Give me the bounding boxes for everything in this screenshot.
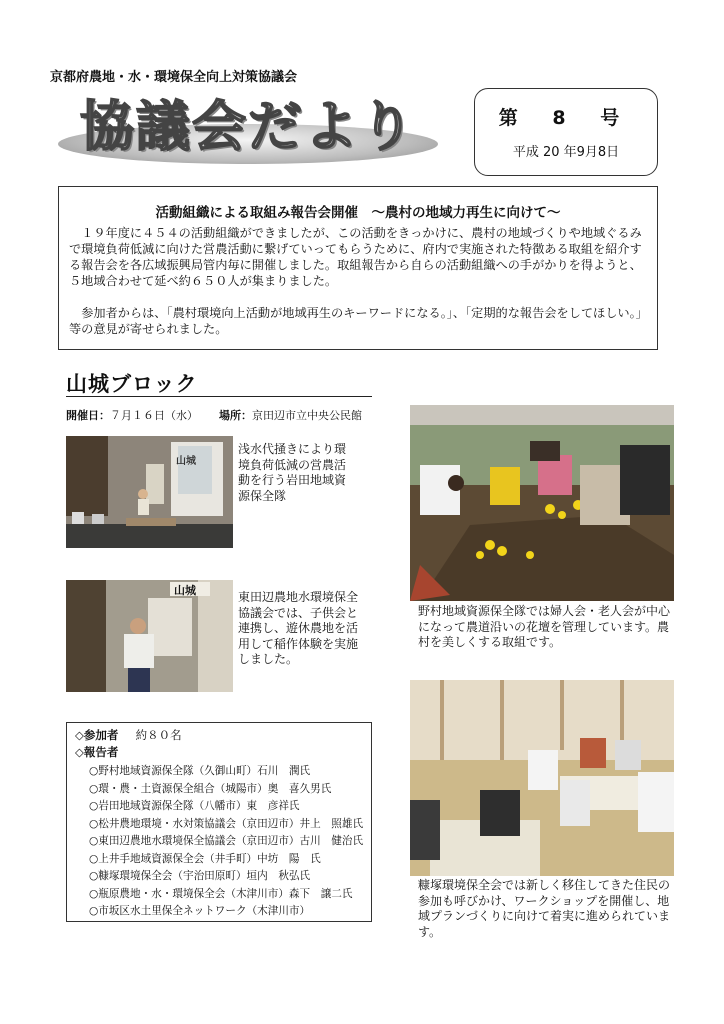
reporter-item: ○市坂区水土里保全ネットワーク（木津川市） (89, 905, 311, 917)
caption-photo-1: 浅水代掻きにより環境負荷低減の営農活動を行う岩田地域資源保全隊 (238, 442, 347, 503)
photo-banner-text: 山城 (176, 456, 196, 467)
caption-photo-4: 糠塚環境保全会では新しく移住してきた住民の参加も呼びかけ、ワークショップを開催し、地域プランづくりに向けて着実に進められています。 (418, 878, 671, 939)
reporter-item: ○瓶原農地・水・環境保全会（木津川市）森下 譲二氏 (89, 887, 353, 900)
photo-banner-text: 山城 (174, 584, 196, 597)
intro-paragraph-1: １９年度に４５４の活動組織ができましたが、この活動をきっかけに、農村の地域づくりや地域ぐるみで環境負荷低減に向けた営農活動に繋げていってもらうために、府内で実施された特徴ある取組を紹介する報告会を各広域振興局管内毎に開催しました。取組報告から自らの活動組織への手がかりを得ようと、５地域合わせて延べ約６５０人が集まりました。 (69, 226, 642, 288)
date-value: ７月１６日（水） (110, 409, 198, 422)
reporter-item: ○岩田地域資源保全隊（八幡市）東 彦祥氏 (89, 800, 300, 812)
section-underline (66, 396, 372, 397)
photo-speaker-image (66, 580, 233, 692)
photo-workshop (410, 680, 674, 876)
intro-title: 活動組織による取組み報告会開催 ～農村の地域力再生に向けて～ (155, 205, 561, 221)
reporter-item: ○環・農・土資源保全組合（城陽市）奥 喜久男氏 (89, 782, 332, 795)
date-label: 開催日： (66, 409, 110, 422)
photo-presentation (66, 436, 233, 548)
reporter-item: ○野村地域資源保全隊（久御山町）石川 潤氏 (89, 765, 311, 777)
participants-value: 約８０名 (135, 728, 182, 742)
intro-paragraph-2: 参加者からは、「農村環境向上活動が地域再生のキーワードになる。」、「定期的な報告会をしてほしい。」等の意見が寄せられました。 (69, 306, 642, 336)
participants-label: ◇参加者 (75, 728, 119, 742)
reporter-item: ○東田辺農地水環境保全協議会（京田辺市）古川 健治氏 (89, 835, 364, 847)
reporter-item: ○糠塚環境保全会（宇治田原町）垣内 秋弘氏 (89, 870, 311, 882)
place-value: 京田辺市立中央公民館 (252, 409, 362, 422)
issue-box (474, 88, 658, 176)
photo-speaker (66, 580, 233, 692)
photo-workshop-image (410, 680, 674, 876)
reporter-item: ○上井手地域資源保全会（井手町）中坊 陽 氏 (89, 852, 321, 865)
photo-flower-bed (410, 405, 674, 601)
photo-flower-bed-image (410, 405, 674, 601)
place-label: 場所： (219, 409, 252, 422)
caption-photo-2: 東田辺農地水環境保全協議会では、子供会と連携し、遊休農地を活用して稲作体験を実施しました。 (238, 590, 359, 666)
caption-photo-3: 野村地域資源保全隊では婦人会・老人会が中心になって農道沿いの花壇を管理しています。農村を美しくする取組です。 (418, 604, 671, 649)
masthead (58, 84, 438, 164)
photo-presentation-image (66, 436, 233, 548)
intro-box (58, 186, 658, 350)
reporters-label: ◇報告者 (75, 745, 119, 759)
attendees-box (66, 722, 372, 922)
section-title: 山城ブロック (66, 372, 198, 396)
issue-date: 平成 20 年9月8日 (512, 145, 620, 160)
event-meta (66, 407, 362, 423)
masthead-title: 協議会だより (80, 95, 416, 158)
participants-line (75, 727, 182, 743)
organization-name: 京都府農地・水・環境保全向上対策協議会 (50, 70, 298, 85)
issue-number: 第 8 号 (498, 107, 634, 129)
reporter-item: ○松井農地環境・水対策協議会（京田辺市）井上 照雄氏 (89, 817, 364, 830)
